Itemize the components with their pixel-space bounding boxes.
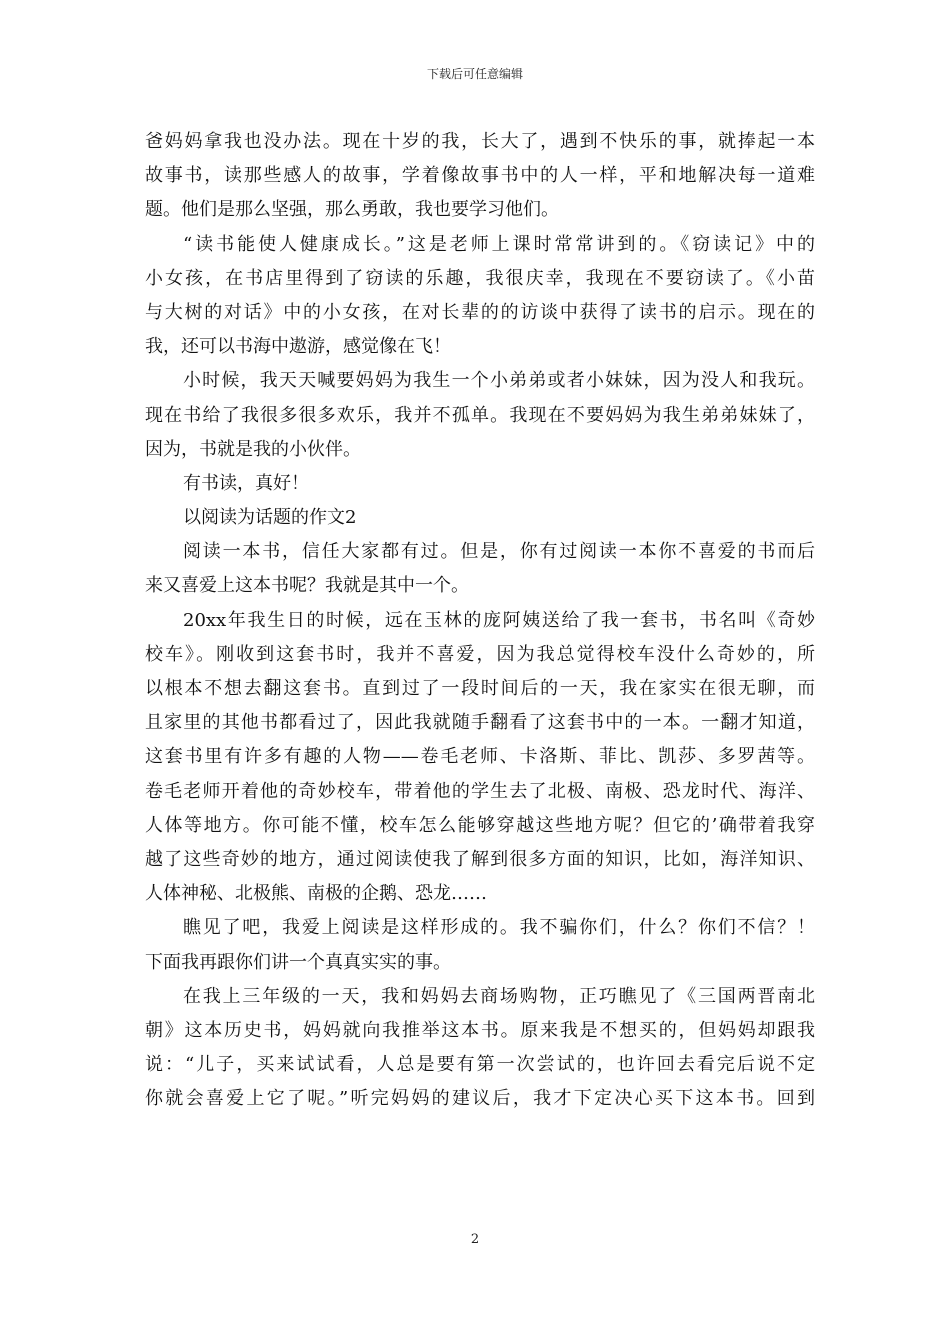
text-line: 瞧见了吧，我爱上阅读是这样形成的。我不骗你们，什么？你们不信？！ xyxy=(183,917,815,939)
text-line: 下面我再跟你们讲一个真真实实的事。 xyxy=(145,951,451,973)
text-line: 人体等地方。你可能不懂，校车怎么能够穿越这些地方呢？但它的’确带着我穿 xyxy=(145,814,815,836)
text-line: 我，还可以书海中遨游，感觉像在飞！ xyxy=(145,336,451,358)
text-line: 越了这些奇妙的地方，通过阅读使我了解到很多方面的知识，比如，海洋知识、 xyxy=(145,848,815,870)
text-line: 在我上三年级的一天，我和妈妈去商场购物，正巧瞧见了《三国两晋南北 xyxy=(183,985,815,1007)
text-line: 且家里的其他书都看过了，因此我就随手翻看了这套书中的一本。一翻才知道， xyxy=(145,712,815,734)
text-line: 人体神秘、北极熊、南极的企鹅、恐龙…… xyxy=(145,883,487,905)
text-line: 小女孩，在书店里得到了窃读的乐趣，我很庆幸，我现在不要窃读了。《小苗 xyxy=(145,267,815,289)
text-line: 有书读，真好！ xyxy=(183,472,309,494)
text-line: 题。他们是那么坚强，那么勇敢，我也要学习他们。 xyxy=(145,199,559,221)
text-line: 20xx年我生日的时候，远在玉林的庞阿姨送给了我一套书，书名叫《奇妙 xyxy=(183,609,815,631)
text-line: 校车》。刚收到这套书时，我并不喜爱，因为我总觉得校车没什么奇妙的，所 xyxy=(145,643,815,665)
text-line: 爸妈妈拿我也没办法。现在十岁的我，长大了，遇到不快乐的事，就捧起一本 xyxy=(145,131,815,152)
document-body xyxy=(145,125,815,1116)
page-header: 下载后可任意编辑 xyxy=(426,67,523,81)
text-line: 小时候，我天天喊要妈妈为我生一个小弟弟或者小妹妹，因为没人和我玩。 xyxy=(183,370,815,392)
text-line: 说：“儿子，买来试试看，人总是要有第一次尝试的，也许回去看完后说不定 xyxy=(145,1054,815,1076)
text-line: 现在书给了我很多很多欢乐，我并不孤单。我现在不要妈妈为我生弟弟妹妹了， xyxy=(145,404,815,426)
text-line: 朝》这本历史书，妈妈就向我推举这本书。原来我是不想买的，但妈妈却跟我 xyxy=(145,1019,815,1041)
text-line: 阅读一本书，信任大家都有过。但是，你有过阅读一本你不喜爱的书而后 xyxy=(183,541,815,563)
text-line: “读书能使人健康成长。”这是老师上课时常常讲到的。《窃读记》中的 xyxy=(183,233,815,255)
text-line: 故事书，读那些感人的故事，学着像故事书中的人一样，平和地解决每一道难 xyxy=(145,165,815,187)
text-line: 与大树的对话》中的小女孩，在对长辈的的访谈中获得了读书的启示。现在的 xyxy=(145,301,815,323)
text-line: 以阅读为话题的作文2 xyxy=(183,507,357,529)
page-number: 2 xyxy=(470,1232,480,1247)
text-line: 卷毛老师开着他的奇妙校车，带着他的学生去了北极、南极、恐龙时代、海洋、 xyxy=(145,780,815,802)
text-line: 以根本不想去翻这套书。直到过了一段时间后的一天，我在家实在很无聊，而 xyxy=(145,678,815,699)
text-line: 因为，书就是我的小伙伴。 xyxy=(145,438,361,460)
text-line: 你就会喜爱上它了呢。”听完妈妈的建议后，我才下定决心买下这本书。回到 xyxy=(145,1088,815,1110)
text-line: 这套书里有许多有趣的人物——卷毛老师、卡洛斯、菲比、凯莎、多罗茜等。 xyxy=(145,746,815,768)
text-line: 来又喜爱上这本书呢？我就是其中一个。 xyxy=(145,575,469,597)
